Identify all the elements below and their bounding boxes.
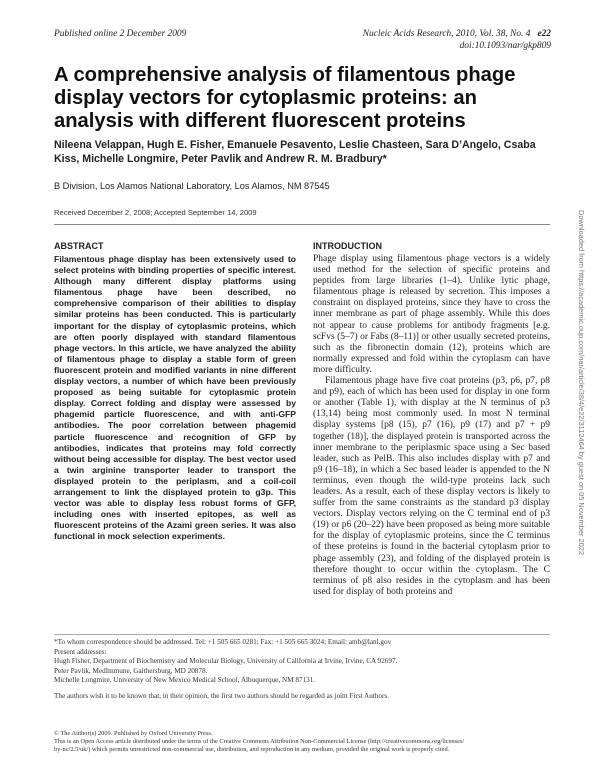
joint-first-author-note: The authors wish it to be known that, in their opinion, the first two authors should be regarded as joint First Authors.: [54, 691, 389, 700]
footnote-divider: [54, 634, 550, 635]
journal-citation: [363, 29, 551, 41]
present-address: Michelle Longmire, University of New Mexico Medical School, Albuquerque, NM 87131.: [54, 676, 316, 685]
header-divider: [54, 224, 550, 225]
intro-paragraph-2: Filamentous phage have five coat proteins (p3, p6, p7, p8 and p9), each of which has been used for display in one form or another (Table 1), with display at the N terminus of p3 (13,14) being most commonly used. In most N terminal display systems [p8 (15), p7 (16), p9 (17) and p7 + p9 together (18)], the displayed protein is transported across the inner membrane to the periplasmic space using a Sec based leader, such as PelB. This also includes display with p7 and p9 (16–18), in which a Sec based leader is appended to the N terminus, even though the wild-type proteins lack such leaders. As a result, each of these display vectors is likely to suffer from the same constraints as the standard p3 display vectors. Display vectors relying on the C terminal end of p3 (19) or p6 (20–22) have been proposed as being more suitable for the display of cytoplasmic proteins, since the C terminus of these proteins is found in the bacterial cytoplasm prior to phage assembly (23), and folding of the displayed protein is therefore thought to occur within the cytoplasm. The C terminus of p8 also resides in the cytoplasm and has been used for display of both proteins and: [313, 376, 550, 597]
present-addresses-label: Present addresses:: [54, 647, 107, 656]
article-title: A comprehensive analysis of filamentous phage display vectors for cytoplasmic proteins: an analysis with different fluorescent proteins: [54, 64, 516, 132]
journal-header: [363, 29, 551, 52]
license-line-2: by-nc/2.5/uk/) which permits unrestricted non-commercial use, distribution, and reproduction in any medium, provided the original work is properly cited.: [54, 746, 450, 754]
download-watermark: Downloaded from https://academic.oup.com/nar/article/38/4/e22/3112464 by guest on 05 November 2022: [577, 210, 586, 555]
license-block: [54, 730, 550, 755]
correspondence-note: *To whom correspondence should be addressed. Tel: +1 505 665 0281; Fax: +1 505 665 3024; Email: amb@lanl.gov: [54, 638, 392, 646]
author-list: Nileena Velappan, Hugh E. Fisher, Emanuele Pesavento, Leslie Chasteen, Sara D’Angelo, Csaba Kiss, Michelle Longmire, Peter Pavlik and Andrew R. M. Bradbury*: [54, 139, 536, 165]
published-date: Published online 2 December 2009: [54, 29, 187, 39]
present-address: Peter Pavlik, MedImmune, Gaithersburg, MD 20878.: [54, 666, 208, 675]
introduction-text: [313, 254, 550, 598]
article-id: e22: [537, 29, 551, 39]
present-address: Hugh Fisher, Department of Biochemistry and Molecular Biology, University of California at Irvine, Irvine, CA 92697.: [54, 657, 398, 666]
doi: doi:10.1093/nar/gkp809: [459, 40, 551, 51]
received-dates: Received December 2, 2008; Accepted September 14, 2009: [54, 208, 257, 217]
footnotes: [54, 638, 550, 702]
license-line-1: This is an Open Access article distributed under the terms of the Creative Commons Attribution Non-Commercial License (http://creativecommons.org/licenses/: [54, 738, 465, 746]
affiliation: B Division, Los Alamos National Laboratory, Los Alamos, NM 87545: [54, 181, 330, 191]
introduction-heading: INTRODUCTION: [313, 241, 382, 251]
intro-paragraph-1: Phage display using filamentous phage vectors is a widely used method for the selection of specific proteins and peptides from large libraries (1–4). Unlike lytic phage, filamentous phage is released by secretion. This imposes a constraint on displayed proteins, since they have to cross the inner membrane as part of phage assembly. While this does not appear to cause problems for antibody fragments [e.g. scFvs (5–7) or Fabs (8–11)] or other usually secreted proteins, such as the fibronectin domain (12), proteins which are normally expressed and fold within the cytoplasm can have more difficulty.: [313, 254, 550, 375]
copyright-line: © The Author(s) 2009. Published by Oxford University Press.: [54, 730, 213, 737]
abstract-heading: ABSTRACT: [54, 241, 104, 251]
journal-name: Nucleic Acids Research, 2010, Vol. 38, No. 4: [362, 29, 531, 39]
abstract-text: Filamentous phage display has been extensively used to select proteins with binding properties of specific interest. Although many different display platforms using filamentous phage have been described, no comprehensive comparison of their abilities to display similar proteins has been conducted. This is particularly important for the display of cytoplasmic proteins, which are often poorly displayed with standard filamentous phage vectors. In this article, we have analyzed the ability of filamentous phage to display a stable form of green fluorescent protein and modified variants in nine different display vectors, a number of which have been previously proposed as being suitable for cytoplasmic protein display. Correct folding and display were assessed by phagemid particle fluorescence, and with anti-GFP antibodies. The poor correlation between phagemid particle fluorescence and recognition of GFP by antibodies, indicates that proteins may fold correctly without being accessible for display. The best vector used a twin arginine transporter leader to transport the displayed protein to the periplasm, and a coil-coil arrangement to link the displayed protein to g3p. This vector was able to display less robust forms of GFP, including ones with inserted epitopes, as well as fluorescent proteins of the Azami green series. It was also functional in mock selection experiments.: [54, 254, 296, 542]
